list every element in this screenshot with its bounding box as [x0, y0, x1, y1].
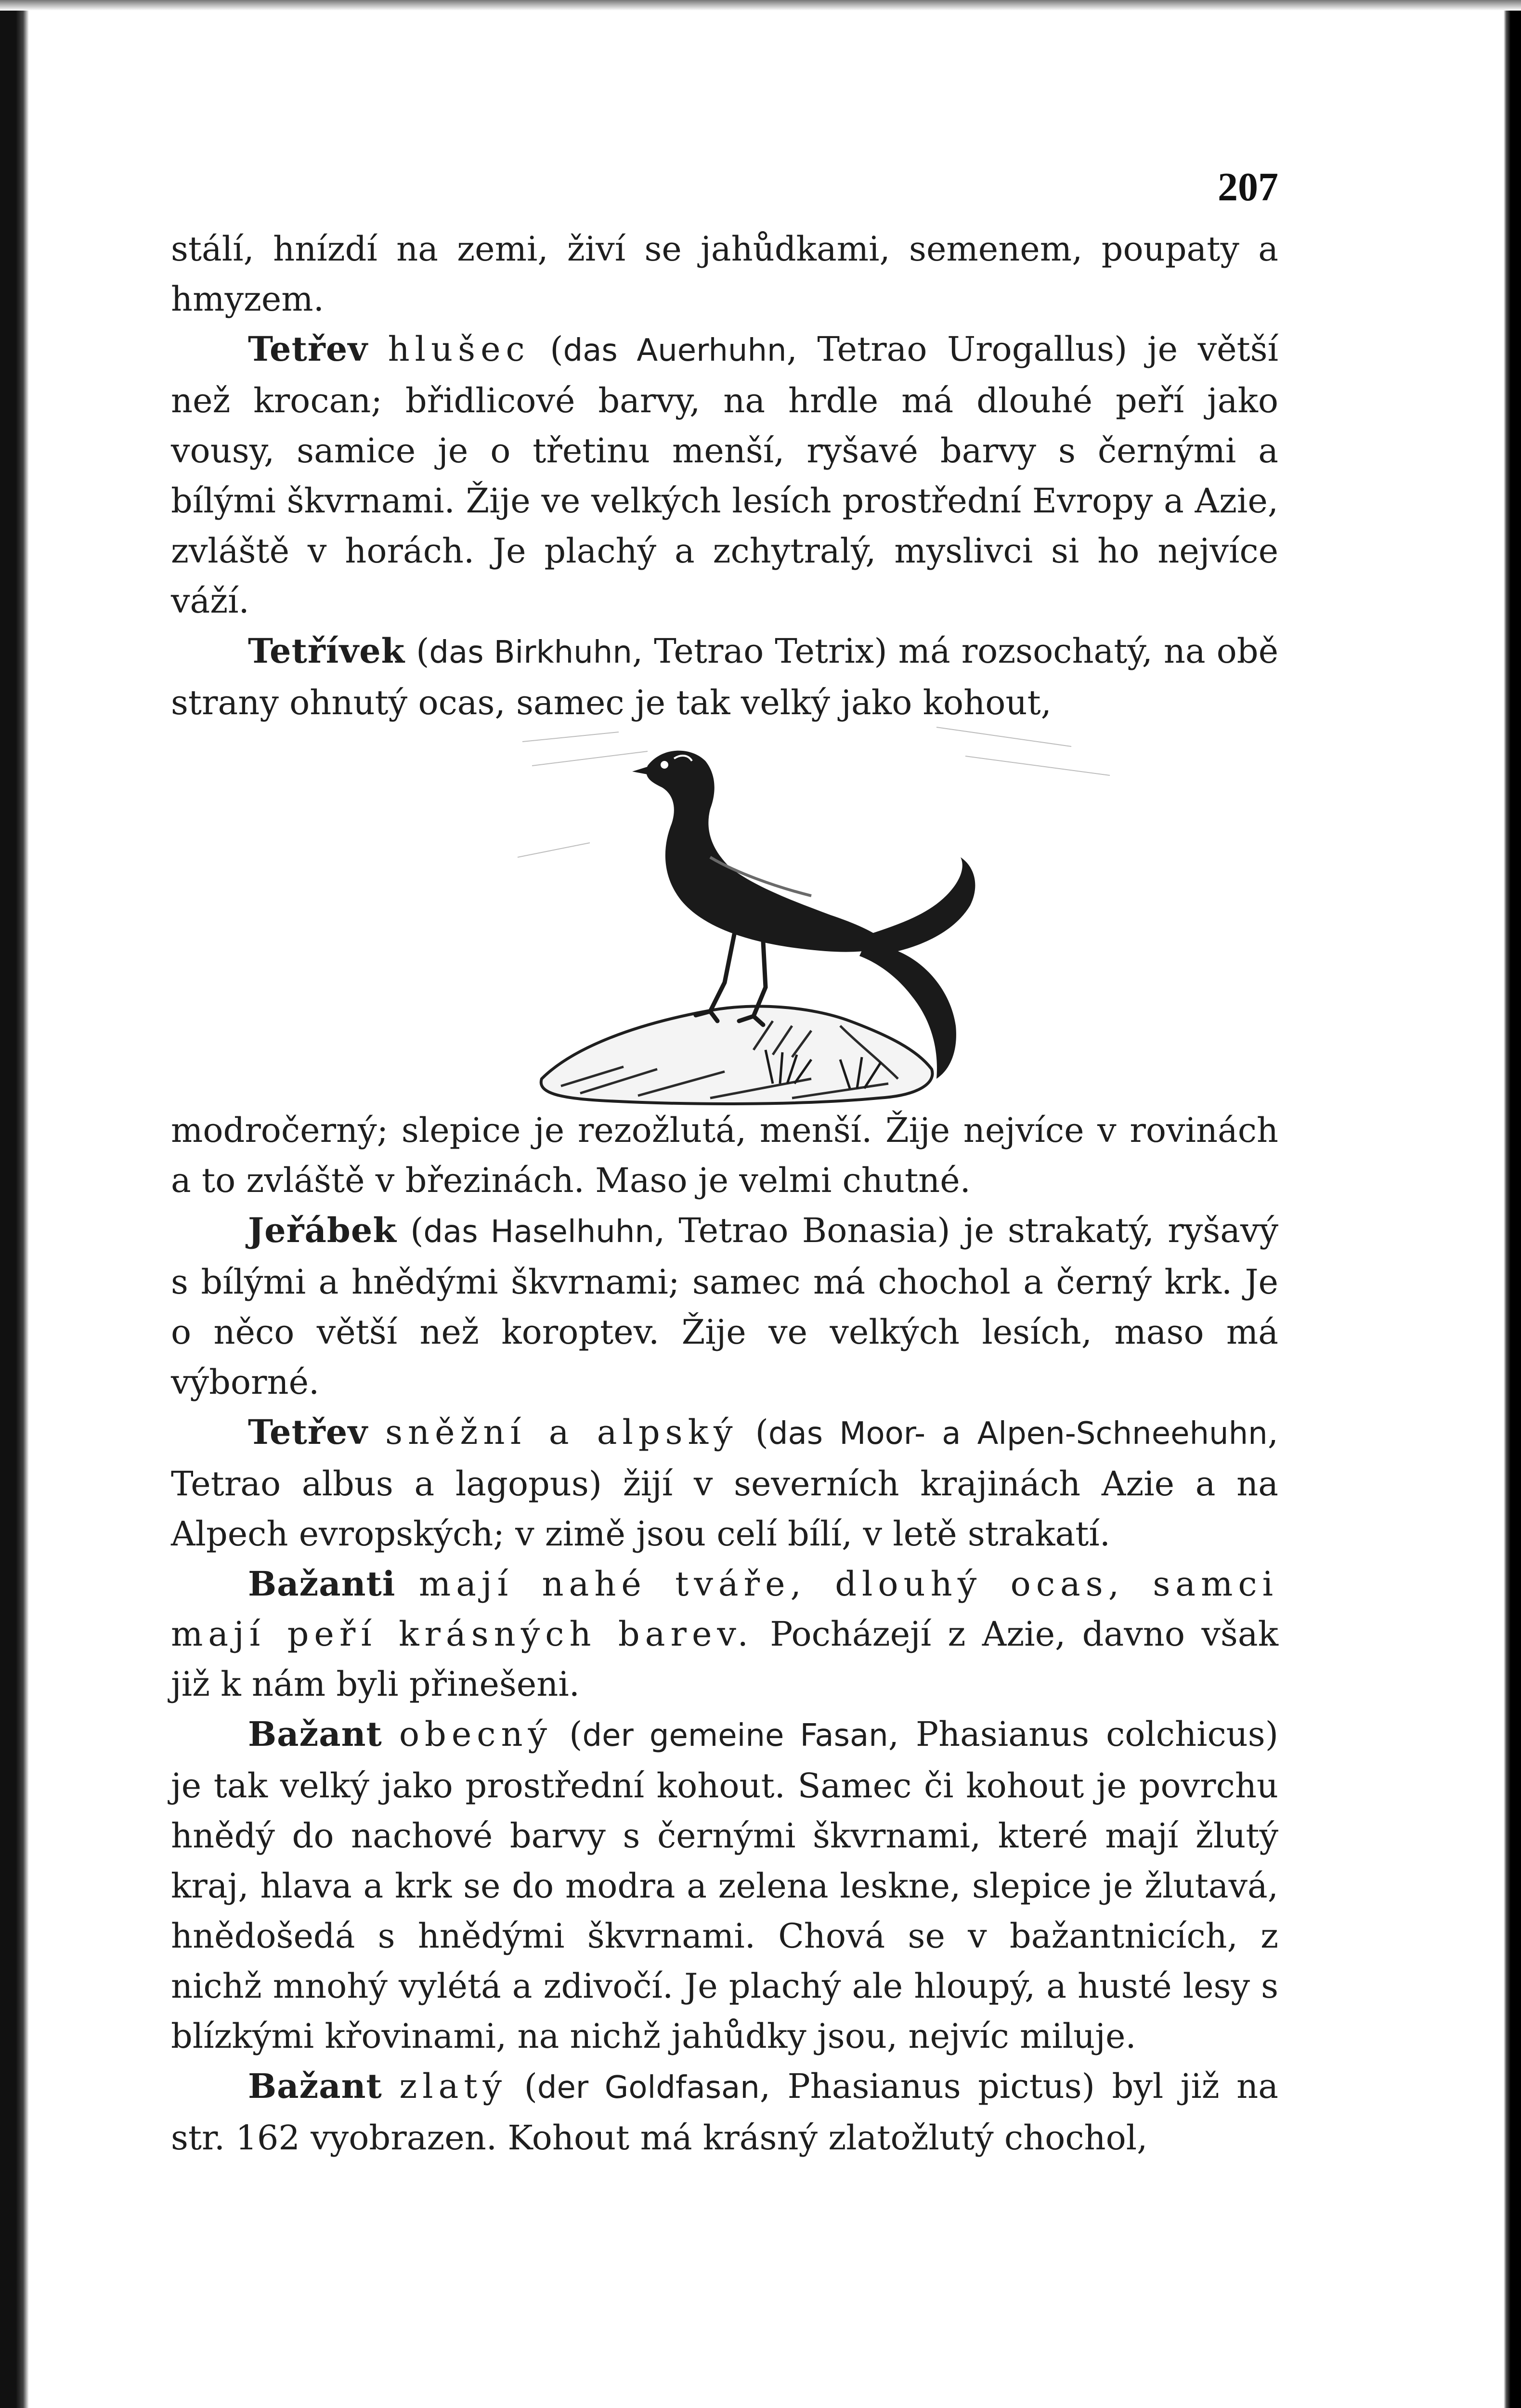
paragraph	[171, 1559, 1278, 1709]
entry-term: Bažanti	[248, 1564, 396, 1604]
grouse-beak	[632, 767, 648, 774]
paragraph-text: , Tetrao Bonasia) je strakatý, ryšavý s bílými a hnědými škvrnami; samec má chochol a černý krk. Je o něco větší než koroptev. Žije ve velkých lesích, maso má výborné.	[171, 1211, 1279, 1402]
grouse-body	[646, 751, 888, 952]
entry-term-spaced: sněžní a alpský	[385, 1413, 738, 1452]
scan-edge-right	[1504, 0, 1521, 2408]
page-number: 207	[1218, 165, 1278, 209]
paren-open: (	[396, 1211, 424, 1250]
faint-background-hatching	[518, 727, 1110, 857]
paragraph-text: , Tetrao Urogallus) je větší než krocan; břidlicové barvy, na hrdle má dlouhé peří jako vousy, samice je o třetinu menší, ryšavé barvy s černými a bílými škvrnami. Žije ve velkých lesích prostřední Evropy a Azie, zvláště v horách. Je plachý a zchytralý, myslivci si ho nejvíce váží.	[171, 329, 1278, 621]
scan-edge-top	[0, 0, 1521, 11]
paragraph-text: stálí, hnízdí na zemi, živí se jahůdkami, semenem, poupaty a hmyzem.	[171, 229, 1278, 319]
paragraph	[171, 1407, 1278, 1559]
paren-open: (	[552, 1714, 583, 1754]
german-name: das Birkhuhn	[429, 635, 632, 670]
entry-term-spaced: obecný	[399, 1714, 553, 1754]
paragraph	[171, 224, 1278, 324]
entry-term-spaced: zlatý	[399, 2067, 507, 2106]
paragraph	[171, 1709, 1278, 2061]
entry-term-spaced: hlušec	[388, 329, 530, 369]
german-name: das Haselhuhn	[423, 1214, 654, 1250]
entry-term: Jeřábek	[248, 1210, 397, 1250]
paragraph	[171, 1105, 1278, 1205]
paren-open: (	[530, 329, 563, 369]
entry-term: Tetřev	[248, 329, 368, 369]
paren-open: (	[507, 2067, 537, 2106]
entry-term-spaced: mají nahé tváře, dlouhý ocas, samci mají peří krásných barev.	[171, 1564, 1278, 1654]
text-block-bottom	[171, 1105, 1278, 2163]
text-block-top	[171, 224, 1278, 728]
paragraph	[171, 1205, 1278, 1407]
paragraph-text: , Tetrao Tetrix) má rozsochatý, na obě strany ohnutý ocas, samec je tak velký jako kohout,	[171, 631, 1278, 722]
german-name: der Goldfasan	[537, 2070, 760, 2106]
paragraph-text: , Tetrao albus a lagopus) žijí v severních krajinách Azie a na Alpech evropských; v zimě jsou celí bílí, v letě strakatí.	[171, 1413, 1279, 1554]
german-name: das Auerhuhn	[563, 333, 787, 368]
paren-open: (	[405, 631, 429, 671]
german-name: das Moor- a Alpen-Schneehuhn	[768, 1416, 1268, 1452]
entry-term: Tetřev	[248, 1412, 368, 1452]
entry-term: Bažant	[248, 1714, 382, 1754]
paragraph-text: , Phasianus pictus) byl již na str. 162 vyobrazen. Kohout má krásný zlatožlutý chochol,	[171, 2067, 1278, 2158]
entry-term: Tetřívek	[248, 631, 405, 671]
scan-edge-left	[0, 0, 29, 2408]
paragraph-text: modročerný; slepice je rezožlutá, menší. Žije nejvíce v rovinách a to zvláště v březinách. Maso je velmi chutné.	[171, 1111, 1278, 1200]
paragraph-text: Pocházejí z Azie, davno však již k nám byli přinešeni.	[171, 1614, 1278, 1704]
german-name: der gemeine Fasan	[582, 1718, 888, 1754]
grouse-eye	[661, 761, 668, 769]
paragraph	[171, 2061, 1278, 2163]
paragraph	[171, 324, 1278, 626]
entry-term: Bažant	[248, 2066, 382, 2106]
black-grouse-illustration	[503, 713, 1148, 1112]
paragraph-text: , Phasianus colchicus) je tak velký jako prostřední kohout. Samec či kohout je povrchu hnědý do nachové barvy s černými škvrnami, které mají žlutý kraj, hlava a krk se do modra a zelena leskne, slepice je žlutavá, hnědošedá s hnědými škvrnami. Chová se v bažantnicích, z nichž mnohý vylétá a zdivočí. Je plachý ale hloupý, a husté lesy s blízkými křovinami, na nichž jahůdky jsou, nejvíc miluje.	[171, 1714, 1278, 2056]
paren-open: (	[738, 1413, 768, 1452]
